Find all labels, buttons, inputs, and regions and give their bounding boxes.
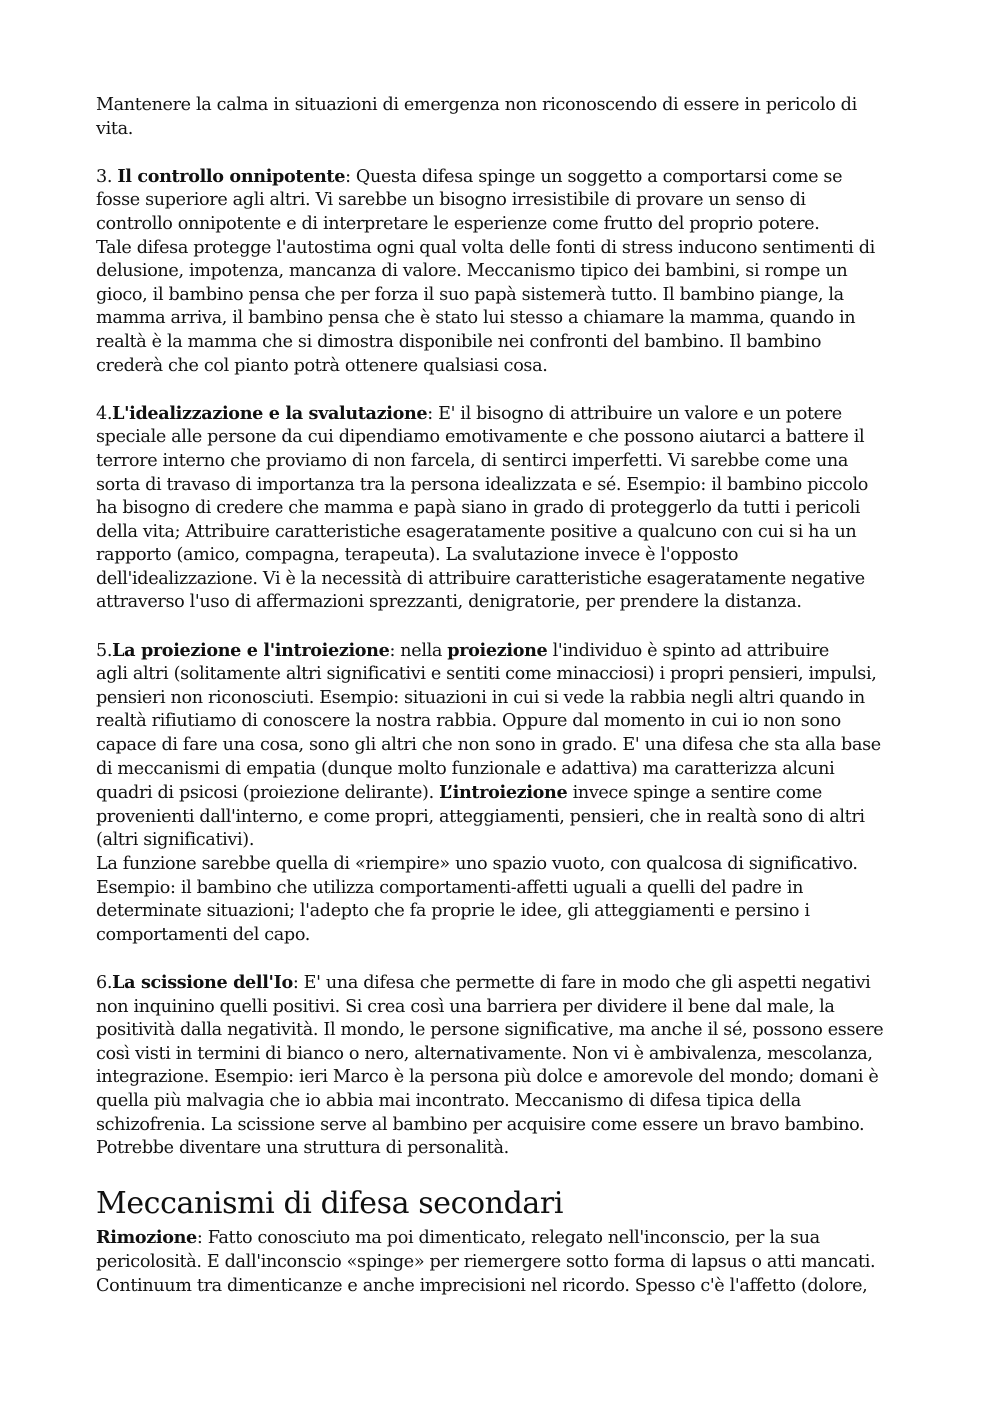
text-line: quella più malvagia che io abbia mai incontrato. Meccanismo di difesa tipica della (96, 1090, 801, 1111)
text-line (96, 1226, 916, 1251)
bold-term: proiezione (447, 639, 548, 661)
text-line: fosse superiore agli altri. Vi sarebbe un bisogno irresistibile di provare un senso di (96, 190, 806, 211)
text-line (96, 781, 916, 806)
paragraph-proiezione (96, 639, 916, 948)
text-line: Potrebbe diventare una struttura di personalità. (96, 1138, 509, 1159)
text-line: provenienti dall'interno, e come propri, atteggiamenti, pensieri, che in realtà sono di altri (96, 806, 865, 827)
text-line: sorta di travaso di importanza tra la persona idealizzata e sé. Esempio: il bambino piccolo (96, 474, 869, 495)
text-fragment: : nella (389, 640, 448, 661)
item-title: L'idealizzazione e la svalutazione (112, 402, 428, 424)
text-line: dell'idealizzazione. Vi è la necessità di attribuire caratteristiche esageratamente negative (96, 568, 865, 589)
text-line: pericolosità. E dall'inconscio «spinge» per riemergere sotto forma di lapsus o atti mancati. (96, 1251, 876, 1272)
section-heading: Meccanismi di difesa secondari (96, 1186, 564, 1222)
bold-term: L’introiezione (439, 782, 568, 804)
text-line: della vita; Attribuire caratteristiche esageratamente positive a qualcuno con cui si ha un (96, 521, 857, 542)
item-title: La scissione dell'Io (112, 971, 293, 993)
text-line: terrore interno che proviamo di non farcela, di sentirci imperfetti. Vi sarebbe come una (96, 450, 849, 471)
text-line: positività dalla negatività. Il mondo, le persone significative, ma anche il sé, possono essere (96, 1020, 884, 1041)
item-number: 3. (96, 166, 118, 187)
text-line: così visti in termini di bianco o nero, alternativamente. Non vi è ambivalenza, mescolanza, (96, 1043, 873, 1064)
text-line: attraverso l'uso di affermazioni sprezzanti, denigratorie, per prendere la distanza. (96, 592, 802, 613)
text-fragment: : Questa difesa spinge un soggetto a comportarsi come se (345, 166, 843, 187)
text-line: crederà che col pianto potrà ottenere qualsiasi cosa. (96, 355, 548, 376)
text-line: Tale difesa protegge l'autostima ogni qual volta delle fonti di stress inducono sentimenti di (96, 237, 875, 258)
text-line: Continuum tra dimenticanze e anche imprecisioni nel ricordo. Spesso c'è l'affetto (dolore, (96, 1275, 868, 1296)
text-line: Esempio: il bambino che utilizza comportamenti-affetti uguali a quelli del padre in (96, 877, 804, 898)
text-line (96, 639, 916, 664)
text-fragment: quadri di psicosi (proiezione delirante). (96, 783, 440, 804)
text-fragment: : E' una difesa che permette di fare in modo che gli aspetti negativi (292, 972, 871, 993)
text-line: gioco, il bambino pensa che per forza il suo papà sistemerà tutto. Il bambino piange, la (96, 284, 844, 305)
text-line: realtà è la mamma che si dimostra disponibile nei confronti del bambino. Il bambino (96, 331, 822, 352)
item-number: 4. (96, 403, 113, 424)
text-line: Mantenere la calma in situazioni di emergenza non riconoscendo di essere in pericolo di (96, 95, 857, 115)
text-line: schizofrenia. La scissione serve al bambino per acquisire come essere un bravo bambino. (96, 1114, 865, 1135)
text-line: vita. (96, 118, 133, 139)
text-line: comportamenti del capo. (96, 924, 310, 945)
text-fragment: l'individuo è spinto ad attribuire (547, 640, 829, 661)
text-line: pensieri non riconosciuti. Esempio: situazioni in cui si vede la rabbia negli altri quando in (96, 687, 865, 708)
item-title: Rimozione (96, 1227, 197, 1249)
text-line (96, 165, 916, 190)
paragraph-rimozione (96, 1226, 916, 1298)
paragraph-intro (96, 94, 916, 141)
text-line: ha bisogno di credere che mamma e papà siano in grado di proteggerlo da tutti i pericoli (96, 498, 861, 519)
text-line: di meccanismi di empatia (dunque molto funzionale e adattiva) ma caratterizza alcuni (96, 758, 835, 779)
text-fragment: : E' il bisogno di attribuire un valore e un potere (427, 403, 842, 424)
text-fragment: invece spinge a sentire come (567, 783, 822, 804)
paragraph-idealizzazione (96, 402, 916, 615)
text-line: La funzione sarebbe quella di «riempire» uno spazio vuoto, con qualcosa di significativo. (96, 854, 858, 874)
item-number: 6. (96, 972, 113, 993)
item-title: La proiezione e l'introiezione (112, 639, 390, 661)
paragraph-scissione (96, 971, 916, 1161)
text-line: speciale alle persone da cui dipendiamo emotivamente e che possono aiutarci a battere il (96, 427, 865, 448)
document-page (96, 94, 916, 1298)
text-line: capace di fare una cosa, sono gli altri che non sono in grado. E' una difesa che sta alla base (96, 735, 881, 756)
paragraph-controllo-onnipotente (96, 165, 916, 378)
text-line: controllo onnipotente e di interpretare le esperienze come frutto del proprio potere. (96, 213, 820, 234)
text-line: delusione, impotenza, mancanza di valore. Meccanismo tipico dei bambini, si rompe un (96, 261, 848, 282)
text-line: mamma arriva, il bambino pensa che è stato lui stesso a chiamare la mamma, quando in (96, 308, 856, 329)
item-number: 5. (96, 640, 113, 661)
text-line: agli altri (solitamente altri significativi e sentiti come minacciosi) i propri pensieri, impulsi, (96, 664, 877, 685)
text-line: non inquinino quelli positivi. Si crea così una barriera per dividere il bene dal male, la (96, 996, 835, 1017)
text-line: determinate situazioni; l'adepto che fa proprie le idee, gli atteggiamenti e persino i (96, 901, 810, 922)
text-line: realtà rifiutiamo di conoscere la nostra rabbia. Oppure dal momento in cui io non sono (96, 711, 841, 732)
text-line (96, 402, 916, 427)
item-title: Il controllo onnipotente (117, 165, 346, 187)
text-line: (altri significativi). (96, 830, 255, 851)
text-line (96, 971, 916, 996)
text-line: rapporto (amico, compagna, terapeuta). La svalutazione invece è l'opposto (96, 545, 739, 566)
text-fragment: : Fatto conosciuto ma poi dimenticato, relegato nell'inconscio, per la sua (196, 1228, 820, 1249)
text-line: integrazione. Esempio: ieri Marco è la persona più dolce e amorevole del mondo; domani è (96, 1067, 879, 1088)
